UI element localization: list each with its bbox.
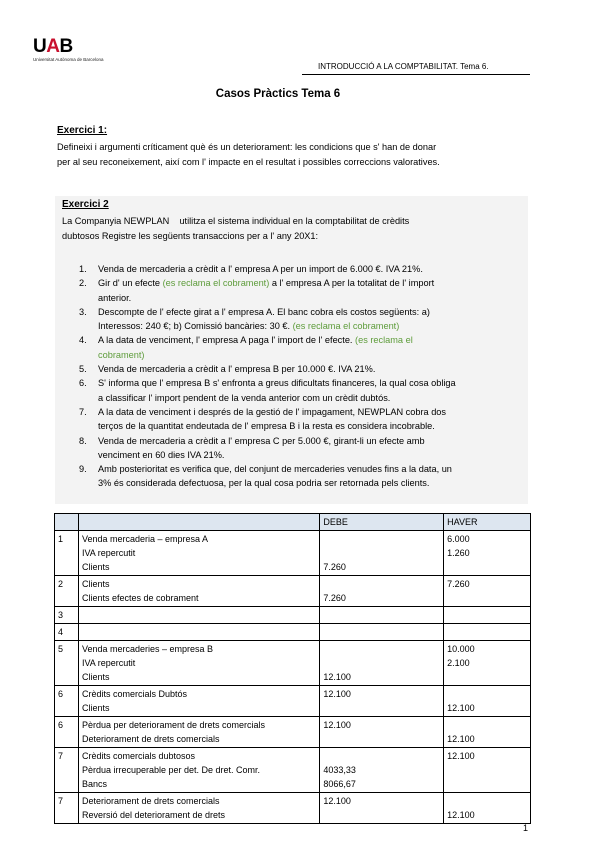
ledger-haver-line	[447, 625, 526, 639]
ledger-entry-number: 1	[55, 531, 79, 576]
ledger-debe-cell	[320, 793, 444, 824]
logo-letter-a: A	[46, 36, 60, 57]
ledger-concept-line: Clients	[81, 672, 110, 682]
ledger-concept-line: Pèrdua irrecuperable per det. De dret. Comr.	[81, 765, 261, 775]
ledger-haver-cell	[444, 717, 531, 748]
task-item	[74, 333, 529, 362]
ledger-debe-cell	[320, 641, 444, 686]
task-line	[98, 291, 529, 305]
ledger-debe-cell	[320, 717, 444, 748]
ledger-haver-line: 6.000	[447, 534, 470, 544]
ledger-entry-number: 7	[55, 793, 79, 824]
task-line	[98, 434, 529, 448]
ledger-row	[55, 624, 531, 641]
task-text: Interessos: 240 €; b) Comissió bancàries: 30 €.	[98, 321, 293, 332]
task-text: A la data de venciment i després de la gestió de l' impagament, NEWPLAN cobra dos	[98, 406, 447, 417]
ledger-debe-line	[323, 732, 439, 746]
exercici1-line: Defineixi i argumenti críticament què és un deteriorament: les condicions que s' han de donar	[57, 142, 437, 152]
ledger-debe-line: 8066,67	[323, 779, 356, 789]
ledger-debe-cell	[320, 748, 444, 793]
ledger-haver-line	[447, 560, 526, 574]
task-line	[98, 319, 529, 333]
task-text: Venda de mercaderia a crèdit a l' empresa A per un import de 6.000 €. IVA 21%.	[98, 264, 423, 274]
exercici1-heading: Exercici 1:	[57, 125, 108, 136]
task-text: terços de la quantitat endeutada de l' empresa B i la resta es considera incobrable.	[98, 421, 435, 432]
ledger-haver-line: 12.100	[447, 751, 475, 761]
task-note: (es reclama el cobrament)	[162, 278, 270, 289]
ledger-concept-line: Clients efectes de cobrament	[81, 593, 199, 603]
task-item	[74, 405, 529, 434]
task-list	[74, 262, 529, 491]
ledger-concept-cell	[78, 576, 319, 607]
ledger-haver-line: 7.260	[447, 579, 470, 589]
task-note: (es reclama el cobrament)	[292, 321, 400, 332]
ledger-concept-line: Venda mercaderies – empresa B	[81, 644, 214, 654]
page-title-wrapper	[0, 88, 600, 100]
ledger-header-concept	[78, 514, 319, 531]
ledger-header-num	[55, 514, 79, 531]
ledger-concept-line: Clients	[81, 579, 110, 589]
ledger-haver-line: 2.100	[447, 658, 470, 668]
ledger-concept-line	[82, 608, 315, 622]
ledger-concept-line: Deteriorament de drets comercials	[81, 734, 220, 744]
task-number: 6.	[79, 378, 87, 389]
ledger-header-debe: DEBE	[320, 514, 444, 531]
ledger-haver-line: 12.100	[447, 810, 475, 820]
task-line	[98, 376, 529, 390]
ledger-row	[55, 531, 531, 576]
task-line	[98, 262, 529, 276]
ledger-haver-line: 10.000	[447, 644, 475, 654]
ledger-haver-line	[447, 591, 526, 605]
ledger-haver-cell	[444, 641, 531, 686]
uab-logo-mark	[33, 37, 104, 56]
ledger-concept-cell	[78, 624, 319, 641]
page-title: Casos Pràctics Tema 6	[215, 88, 341, 100]
ledger-table	[54, 513, 531, 824]
ledger-haver-line: 12.100	[447, 734, 475, 744]
ledger-haver-cell	[444, 748, 531, 793]
ledger-concept-cell	[78, 717, 319, 748]
ledger-concept-line: Pèrdua per deteriorament de drets comercials	[81, 720, 266, 730]
ledger-entry-number: 3	[55, 607, 79, 624]
task-number: 1.	[79, 264, 87, 274]
task-item	[74, 262, 529, 276]
course-header: INTRODUCCIÓ A LA COMPTABILITAT. Tema 6.	[318, 62, 489, 71]
exercici2-intro	[62, 214, 527, 243]
ledger-entry-number: 6	[55, 717, 79, 748]
ledger-haver-line	[447, 794, 526, 808]
exercici1-text	[57, 140, 537, 169]
task-note: cobrament)	[98, 349, 145, 360]
ledger-debe-line: 12.100	[323, 720, 351, 730]
ledger-debe-line	[323, 532, 439, 546]
task-note: (es reclama el	[355, 335, 413, 346]
ledger-debe-line: 12.100	[323, 672, 351, 682]
task-line	[98, 405, 529, 419]
ledger-debe-line: 7.260	[323, 593, 346, 603]
ledger-concept-line: Deteriorament de drets comercials	[81, 796, 220, 806]
task-line	[98, 362, 529, 376]
ledger-concept-line: Reversió del deteriorament de drets	[81, 810, 226, 820]
ledger-row	[55, 641, 531, 686]
ledger-debe-cell	[320, 607, 444, 624]
ledger-concept-cell	[78, 686, 319, 717]
ledger-concept-line: Venda mercaderia – empresa A	[81, 534, 209, 544]
task-item	[74, 305, 529, 334]
ledger-debe-cell	[320, 624, 444, 641]
ledger-debe-line	[323, 656, 439, 670]
uab-logo	[33, 37, 104, 62]
ledger-header-haver: HAVER	[444, 514, 531, 531]
ledger-row	[55, 793, 531, 824]
ledger-concept-cell	[78, 607, 319, 624]
ledger-debe-line	[323, 546, 439, 560]
task-number: 7.	[79, 406, 87, 417]
ledger-debe-line: 4033,33	[323, 765, 356, 775]
task-item	[74, 434, 529, 463]
ledger-debe-line	[323, 577, 439, 591]
ledger-debe-cell	[320, 686, 444, 717]
task-line	[98, 462, 529, 476]
logo-subtitle: Universitat Autònoma de Barcelona	[33, 57, 104, 62]
task-text: Descompte de l' efecte girat a l' empresa A. El banc cobra els costos següents: a)	[98, 306, 430, 317]
ledger-header-row	[55, 514, 531, 531]
ledger-haver-cell	[444, 686, 531, 717]
ledger-concept-line: Clients	[81, 562, 110, 572]
task-text: Gir d' un efecte	[98, 278, 163, 289]
task-item	[74, 276, 529, 305]
task-line	[98, 419, 529, 433]
ledger-concept-line: Clients	[81, 703, 110, 713]
ledger-row	[55, 686, 531, 717]
exercici1-line: per al seu reconeixement, així com l' impacte en el resultat i possibles correccions valoratives.	[57, 156, 440, 167]
task-line	[98, 305, 529, 319]
ledger-concept-cell	[78, 793, 319, 824]
ledger-debe-line: 7.260	[323, 562, 346, 572]
ledger-debe-cell	[320, 576, 444, 607]
ledger-debe-line: 12.100	[323, 689, 351, 699]
ledger-debe-line	[323, 625, 439, 639]
task-text: a l' empresa A per la totalitat de l' import	[269, 278, 435, 289]
ledger-entry-number: 6	[55, 686, 79, 717]
ledger-concept-line: Crèdits comercials Dubtós	[81, 689, 187, 699]
task-number: 2.	[79, 278, 87, 289]
ledger-haver-line	[447, 718, 526, 732]
ledger-debe-line	[323, 642, 439, 656]
ledger-entry-number: 5	[55, 641, 79, 686]
ledger-entry-number: 2	[55, 576, 79, 607]
ledger-entry-number: 7	[55, 748, 79, 793]
task-item	[74, 462, 529, 491]
task-line	[98, 391, 529, 405]
exercici2-intro-line: La Companyia NEWPLAN utilitza el sistema individual en la comptabilitat de crèdits	[62, 216, 410, 226]
ledger-concept-cell	[78, 641, 319, 686]
task-text: A la data de venciment, l' empresa A paga l' import de l' efecte.	[98, 335, 356, 346]
exercici2-heading: Exercici 2	[62, 199, 109, 210]
task-line	[98, 348, 529, 362]
ledger-haver-line	[447, 670, 526, 684]
ledger-haver-cell	[444, 793, 531, 824]
page-number: 1	[523, 823, 529, 833]
ledger-haver-line: 1.260	[447, 548, 470, 558]
task-number: 9.	[79, 464, 87, 475]
task-line	[98, 333, 529, 347]
task-number: 8.	[79, 435, 87, 446]
task-number: 3.	[79, 306, 87, 317]
task-item	[74, 362, 529, 376]
task-line	[98, 476, 529, 490]
ledger-haver-cell	[444, 624, 531, 641]
ledger-concept-line	[82, 625, 315, 639]
ledger-concept-cell	[78, 531, 319, 576]
ledger-debe-line	[323, 749, 439, 763]
ledger-debe-line: 12.100	[323, 796, 351, 806]
ledger-haver-line: 12.100	[447, 703, 475, 713]
ledger-haver-cell	[444, 531, 531, 576]
task-text: S' informa que l' empresa B s' enfronta a greus dificultats financeres, la qual cosa obliga	[98, 378, 456, 389]
ledger-concept-line: IVA repercutit	[81, 658, 136, 668]
ledger-row	[55, 717, 531, 748]
task-text: 3% és considerada defectuosa, per la qual cosa podria ser retornada pels clients.	[98, 478, 430, 489]
logo-letter-u: U	[33, 36, 47, 57]
ledger-debe-line	[323, 608, 439, 622]
exercici2-intro-line: dubtosos Registre les següents transaccions per a l' any 20X1:	[62, 230, 319, 241]
ledger-haver-line	[447, 763, 526, 777]
task-number: 4.	[79, 335, 87, 346]
task-line	[98, 276, 529, 290]
task-line	[98, 448, 529, 462]
ledger-concept-line: Bancs	[81, 779, 107, 789]
task-text: a classificar l' import pendent de la venda anterior com un crèdit dubtós.	[98, 392, 391, 403]
ledger-haver-line	[447, 777, 526, 791]
ledger-concept-cell	[78, 748, 319, 793]
ledger-haver-cell	[444, 576, 531, 607]
ledger-haver-line	[447, 608, 526, 622]
ledger-debe-cell	[320, 531, 444, 576]
task-text: Amb posterioritat es verifica que, del conjunt de mercaderies venudes fins a la data, un	[98, 464, 452, 475]
header-divider	[302, 74, 530, 75]
ledger-haver-line	[447, 687, 526, 701]
logo-letter-b: B	[59, 36, 73, 57]
ledger-concept-line: IVA repercutit	[81, 548, 136, 558]
ledger-entry-number: 4	[55, 624, 79, 641]
ledger-row	[55, 576, 531, 607]
ledger-haver-cell	[444, 607, 531, 624]
ledger-debe-line	[323, 808, 439, 822]
ledger-concept-line: Crèdits comercials dubtosos	[81, 751, 195, 761]
task-text: anterior.	[98, 292, 132, 303]
task-text: Venda de mercaderia a crèdit a l' empresa B per 10.000 €. IVA 21%.	[98, 364, 376, 375]
ledger-row	[55, 607, 531, 624]
task-item	[74, 376, 529, 405]
ledger-row	[55, 748, 531, 793]
task-text: venciment en 60 dies IVA 21%.	[98, 449, 225, 460]
task-number: 5.	[79, 364, 87, 375]
task-text: Venda de mercaderia a crèdit a l' empresa C per 5.000 €, girant-li un efecte amb	[98, 435, 425, 446]
ledger-debe-line	[323, 701, 439, 715]
